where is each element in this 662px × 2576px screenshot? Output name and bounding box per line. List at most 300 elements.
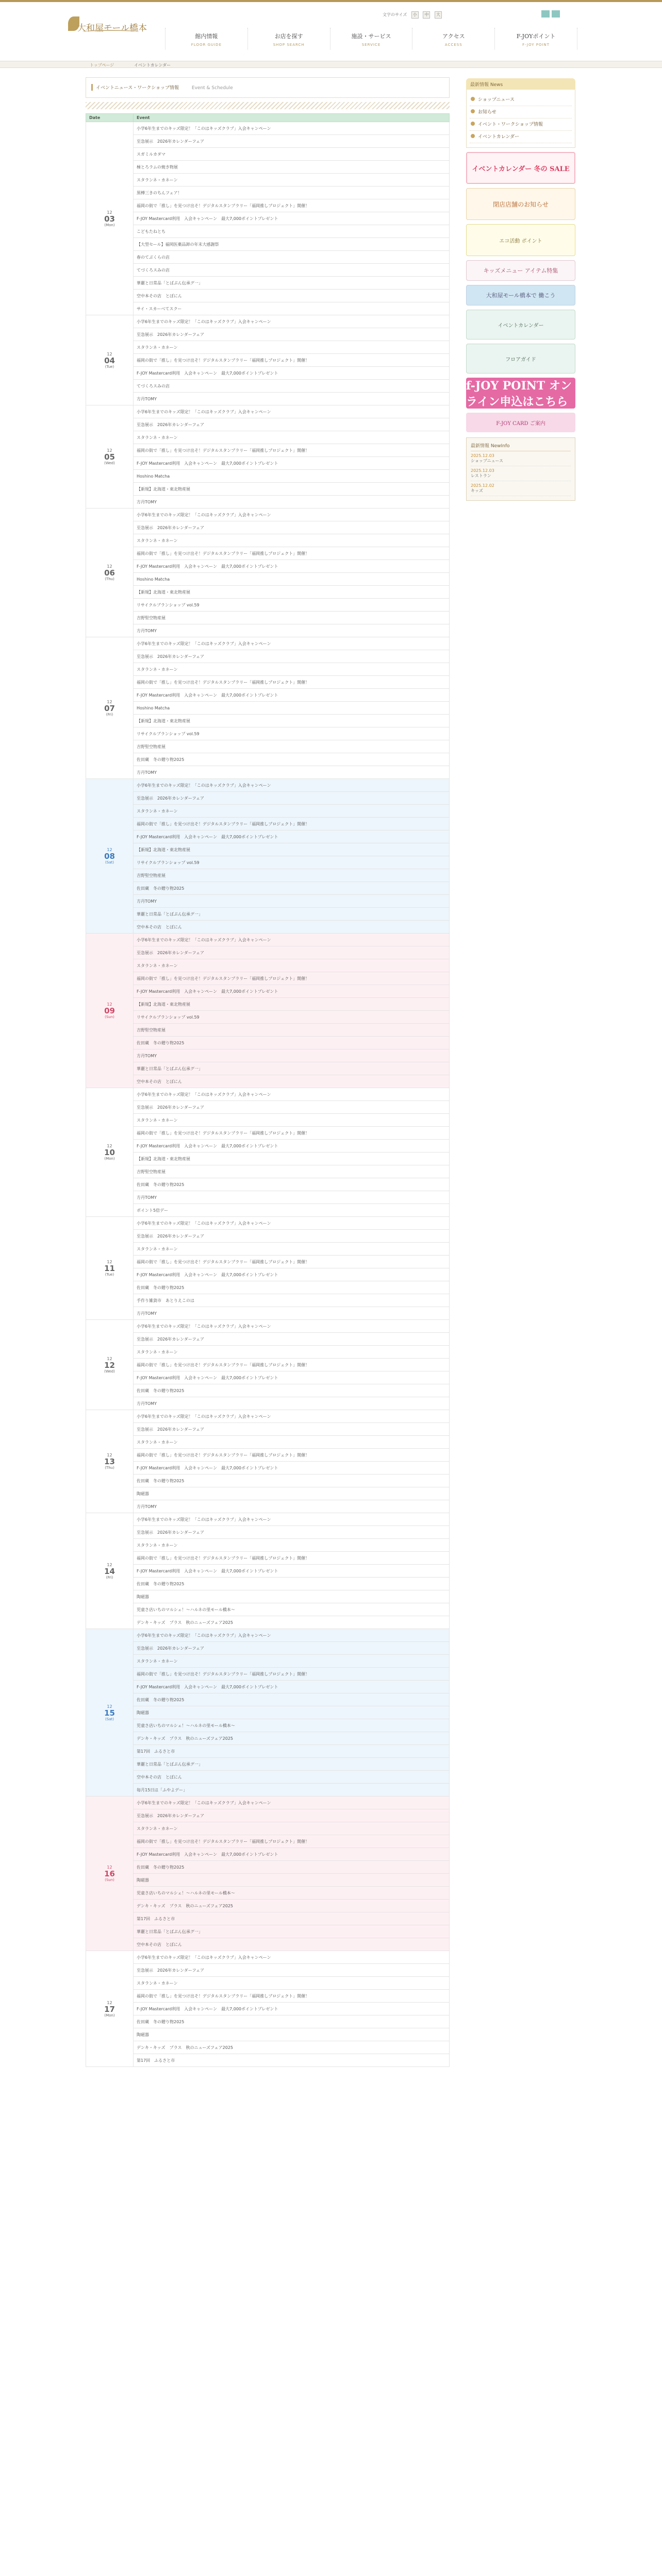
date-weekday: (Wed) [104, 1369, 115, 1374]
event-link[interactable]: 福岡の街で「推し」を見つけ出そ！デジタルスタンプラリー「福岡推しプロジェクト」開催！ [137, 1555, 310, 1561]
event-link[interactable]: 福岡の街で「推し」を見つけ出そ！デジタルスタンプラリー「福岡推しプロジェクト」開催！ [137, 1259, 310, 1264]
event-link[interactable]: F-JOY Mastercard利用 入会キャンペーン 最大7,000ポイントプレゼント [137, 2006, 278, 2011]
event-link[interactable]: 吉野堅空物産展 [137, 1027, 166, 1032]
event-link[interactable]: 佐田蔵 冬の贈り物2025 [137, 1581, 185, 1586]
table-row [86, 972, 450, 985]
date-month: 12 [107, 2000, 112, 2005]
event-cell [134, 1861, 450, 1874]
event-cell [134, 354, 450, 367]
table-row [86, 1603, 450, 1616]
table-row [86, 1616, 450, 1629]
date-month: 12 [107, 1704, 112, 1709]
event-link[interactable]: F-JOY Mastercard利用 入会キャンペーン 最大7,000ポイントプレゼント [137, 216, 278, 221]
global-nav [165, 28, 577, 49]
event-link[interactable]: 佐田蔵 冬の贈り物2025 [137, 1697, 185, 1702]
event-cell [134, 1037, 450, 1049]
event-link[interactable]: 華麗と日常品「とばぷん伝承グ一」 [137, 911, 203, 917]
event-cell [134, 444, 450, 457]
date-weekday: (Wed) [104, 461, 115, 465]
event-cell [134, 831, 450, 843]
event-link[interactable]: リサイクルブランショップ vol.59 [137, 860, 200, 865]
event-link[interactable]: 小学6年生までのキッズ限定！「このはキッズクラブ」入会キャンペーン [137, 1324, 271, 1329]
event-link[interactable]: 福岡の街で「推し」を見つけ出そ！デジタルスタンプラリー「福岡推しプロジェクト」開催！ [137, 448, 310, 453]
event-link[interactable]: 至急展示 2026年カレンダーフェア [137, 1646, 205, 1651]
event-link[interactable]: 福岡の街で「推し」を見つけ出そ！デジタルスタンプラリー「福岡推しプロジェクト」開催！ [137, 358, 310, 363]
event-link[interactable]: 小学6年生までのキッズ限定！「このはキッズクラブ」入会キャンペーン [137, 512, 271, 517]
banner-winter-sale[interactable]: イベントカレンダー 冬の SALE [466, 152, 575, 184]
event-link[interactable]: デンキ・キッズ プラス 秋のニューズフェア2025 [137, 1903, 233, 1908]
event-link[interactable]: 方丹TOMY [137, 1195, 157, 1200]
event-cell [134, 1578, 450, 1590]
event-link[interactable]: スタランネ・カネーン [137, 808, 178, 814]
event-cell [134, 702, 450, 715]
event-link[interactable]: 児童さ店いちのマルシェ！〜ハルネの里モール橋本〜 [137, 1607, 235, 1612]
event-link[interactable]: こどもたねとち [137, 229, 166, 234]
event-link[interactable]: 【新規】北海道・東北物産展 [137, 486, 190, 492]
event-link[interactable]: 方丹TOMY [137, 1053, 157, 1058]
event-link[interactable]: スタランネ・カネーン [137, 1349, 178, 1354]
event-link[interactable]: 小学6年生までのキッズ限定！「このはキッズクラブ」入会キャンペーン [137, 1092, 271, 1097]
event-link[interactable]: 華麗と日常品「とばぷん伝承グ一」 [137, 280, 203, 285]
event-link[interactable]: 方丹TOMY [137, 628, 157, 633]
event-link[interactable]: スタランネ・カネーン [137, 963, 178, 968]
date-day: 04 [104, 355, 115, 365]
event-link[interactable]: 小学6年生までのキッズ限定！「このはキッズクラブ」入会キャンペーン [137, 641, 271, 646]
event-cell [134, 637, 450, 650]
table-row [86, 1565, 450, 1578]
event-link[interactable]: F-JOY Mastercard利用 入会キャンペーン 最大7,000ポイントプレゼント [137, 461, 278, 466]
table-row [86, 1784, 450, 1797]
table-row [86, 1668, 450, 1681]
date-weekday: (Mon) [104, 2013, 115, 2018]
event-link[interactable]: F-JOY Mastercard利用 入会キャンペーン 最大7,000ポイントプレゼント [137, 834, 278, 839]
font-size-switcher [383, 11, 442, 19]
event-link[interactable]: 陶磁器 [137, 1710, 149, 1715]
event-link[interactable]: スタランネ・カネーン [137, 177, 178, 182]
event-link[interactable]: 方丹TOMY [137, 499, 157, 504]
event-cell [134, 135, 450, 148]
table-row [86, 264, 450, 277]
event-cell [134, 199, 450, 212]
event-link[interactable]: サイ・スカーべてスクー [137, 306, 182, 311]
event-link[interactable]: 至急展示 2026年カレンダーフェア [137, 1968, 205, 1973]
event-link[interactable]: スタランネ・カネーン [137, 1826, 178, 1831]
table-row [86, 856, 450, 869]
table-row [86, 1848, 450, 1861]
event-link[interactable]: 至急展示 2026年カレンダーフェア [137, 525, 205, 530]
event-cell [134, 1681, 450, 1693]
search-icon[interactable] [541, 10, 550, 18]
event-cell [134, 1668, 450, 1681]
event-cell [134, 1693, 450, 1706]
event-link[interactable]: F-JOY Mastercard利用 入会キャンペーン 最大7,000ポイントプレゼント [137, 1375, 278, 1380]
event-cell [134, 161, 450, 174]
tab-event-news[interactable]: イベントニュース・ワークショップ情報 [91, 84, 179, 91]
table-row [86, 496, 450, 509]
table-row [86, 2015, 450, 2028]
event-link[interactable]: 至急展示 2026年カレンダーフェア [137, 654, 205, 659]
event-link[interactable]: デンキ・キッズ プラス 秋のニューズフェア2025 [137, 1736, 233, 1741]
table-row [86, 1423, 450, 1436]
banner-fjoy-card[interactable]: F-JOY CARD ご案内 [466, 413, 575, 432]
event-cell [134, 1565, 450, 1578]
nav-service[interactable] [330, 28, 412, 49]
event-link[interactable]: 佐田蔵 冬の贈り物2025 [137, 2019, 185, 2024]
event-cell [134, 1603, 450, 1616]
event-link[interactable]: F-JOY Mastercard利用 入会キャンペーン 最大7,000ポイントプレゼント [137, 1143, 278, 1148]
event-cell [134, 405, 450, 418]
font-size-small-button[interactable]: 小 [411, 11, 419, 19]
event-link[interactable]: 福岡の街で「推し」を見つけ出そ！デジタルスタンプラリー「福岡推しプロジェクト」開催！ [137, 551, 310, 556]
event-cell [134, 341, 450, 354]
sidebar-links [466, 90, 575, 148]
table-row [86, 2041, 450, 2054]
nav-label: F-JOYポイント [516, 33, 556, 40]
table-row [86, 1178, 450, 1191]
event-link[interactable]: 黒樺三きのちんフェア！ [137, 190, 182, 195]
latest-info-item[interactable] [471, 451, 571, 466]
event-cell [134, 1500, 450, 1513]
event-cell [134, 1848, 450, 1861]
event-link[interactable]: F-JOY Mastercard利用 入会キャンペーン 最大7,000ポイントプレゼント [137, 692, 278, 698]
event-link[interactable]: F-JOY Mastercard利用 入会キャンペーン 最大7,000ポイントプレゼント [137, 1852, 278, 1857]
event-link[interactable]: 佐田蔵 冬の贈り物2025 [137, 1182, 185, 1187]
nav-fjoy-point[interactable] [494, 28, 577, 49]
table-row [86, 586, 450, 599]
breadcrumb-home-link[interactable]: トップページ [90, 63, 114, 67]
event-link[interactable]: 手作り雑貨市 あとりえこのは [137, 1298, 194, 1303]
event-link[interactable]: 小学6年生までのキッズ限定！「このはキッズクラブ」入会キャンペーン [137, 1800, 271, 1805]
event-link[interactable]: 【新規】北海道・東北物産展 [137, 718, 190, 723]
event-link[interactable]: デンキ・キッズ プラス 秋のニューズフェア2025 [137, 1620, 233, 1625]
event-link[interactable]: 【大型セール】福岡医薬品卸の年末大感謝祭 [137, 242, 219, 247]
banner-event-calendar[interactable]: イベントカレンダー [466, 310, 575, 340]
event-link[interactable]: 佐田蔵 冬の贈り物2025 [137, 1285, 185, 1290]
event-link[interactable]: 至急展示 2026年カレンダーフェア [137, 1105, 205, 1110]
date-cell [86, 405, 134, 509]
latest-info-item[interactable] [471, 481, 571, 496]
event-link[interactable]: 【新規】北海道・東北物産展 [137, 1002, 190, 1007]
table-row [86, 1655, 450, 1668]
event-link[interactable]: 至急展示 2026年カレンダーフェア [137, 1233, 205, 1239]
event-link[interactable]: F-JOY Mastercard利用 入会キャンペーン 最大7,000ポイントプレゼント [137, 1684, 278, 1689]
event-cell [134, 1513, 450, 1526]
date-weekday: (Mon) [104, 1157, 115, 1161]
event-cell [134, 1925, 450, 1938]
table-row [86, 702, 450, 715]
event-link[interactable]: ポイント5倍デー [137, 1208, 169, 1213]
event-link[interactable]: スタランネ・カネーン [137, 1439, 178, 1445]
event-link[interactable]: 華麗と日常品「とばぷん伝承グ一」 [137, 1761, 203, 1767]
event-link[interactable]: 福岡の街で「推し」を見つけ出そ！デジタルスタンプラリー「福岡推しプロジェクト」開催！ [137, 1362, 310, 1367]
table-row [86, 882, 450, 895]
event-link[interactable]: 小学6年生までのキッズ限定！「このはキッズクラブ」入会キャンペーン [137, 1221, 271, 1226]
nav-access[interactable] [412, 28, 494, 49]
event-link[interactable]: 福岡の街で「推し」を見つけ出そ！デジタルスタンプラリー「福岡推しプロジェクト」開催！ [137, 1130, 310, 1136]
event-link[interactable]: 第17回 ふるさと市 [137, 1916, 175, 1921]
event-link[interactable]: 空中本その店 とぼにん [137, 924, 182, 929]
event-link[interactable]: スタランネ・カネーン [137, 667, 178, 672]
event-link[interactable]: 空中本その店 とぼにん [137, 1774, 182, 1780]
table-row [86, 1732, 450, 1745]
event-link[interactable]: 陶磁器 [137, 1491, 149, 1496]
event-link[interactable]: スガミルカダマ [137, 151, 166, 157]
event-link[interactable]: 方丹TOMY [137, 1401, 157, 1406]
event-link[interactable]: 華麗と日常品「とばぷん伝承グ一」 [137, 1929, 203, 1934]
date-day: 16 [104, 1869, 115, 1878]
event-link[interactable]: 小学6年生までのキッズ限定！「このはキッズクラブ」入会キャンペーン [137, 319, 271, 324]
event-link[interactable]: F-JOY Mastercard利用 入会キャンペーン 最大7,000ポイントプレゼント [137, 989, 278, 994]
table-row [86, 1693, 450, 1706]
date-day: 06 [104, 568, 115, 578]
nav-floor-guide[interactable] [165, 28, 247, 49]
event-cell [134, 869, 450, 882]
event-link[interactable]: 佐田蔵 冬の贈り物2025 [137, 757, 185, 762]
table-row [86, 1706, 450, 1719]
event-link[interactable]: スタランネ・カネーン [137, 1543, 178, 1548]
event-link[interactable]: 佐田蔵 冬の贈り物2025 [137, 1388, 185, 1393]
event-cell [134, 1951, 450, 1964]
event-link[interactable]: てづくろスみの店 [137, 383, 170, 388]
event-link[interactable]: 至急展示 2026年カレンダーフェア [137, 795, 205, 801]
event-cell [134, 1771, 450, 1784]
banner-store-closing[interactable]: 閉店店舗のお知らせ [466, 188, 575, 220]
event-link[interactable]: 小学6年生までのキッズ限定！「このはキッズクラブ」入会キャンペーン [137, 1414, 271, 1419]
table-row [86, 509, 450, 521]
event-link[interactable]: 佐田蔵 冬の贈り物2025 [137, 1865, 185, 1870]
event-link[interactable]: 福岡の街で「推し」を見つけ出そ！デジタルスタンプラリー「福岡推しプロジェクト」開催！ [137, 976, 310, 981]
event-link[interactable]: スタランネ・カネーン [137, 1246, 178, 1251]
latest-info-item[interactable] [471, 466, 571, 481]
nav-sublabel: FLOOR GUIDE [191, 43, 222, 47]
event-link[interactable]: 小学6年生までのキッズ限定！「このはキッズクラブ」入会キャンペーン [137, 783, 271, 788]
sitemap-icon[interactable] [552, 10, 560, 18]
event-cell [134, 612, 450, 624]
event-link[interactable]: 小学6年生までのキッズ限定！「このはキッズクラブ」入会キャンペーン [137, 1517, 271, 1522]
event-link[interactable]: スタランネ・カネーン [137, 435, 178, 440]
table-row [86, 1294, 450, 1307]
event-link[interactable]: 【新規】北海道・東北物産展 [137, 589, 190, 595]
date-cell [86, 1088, 134, 1217]
event-link[interactable]: 空中本その店 とぼにん [137, 1942, 182, 1947]
font-size-label: 文字のサイズ [383, 12, 407, 17]
event-link[interactable]: 至急展示 2026年カレンダーフェア [137, 139, 205, 144]
event-link[interactable]: 陶磁器 [137, 1877, 149, 1883]
event-link[interactable]: 毎月15日は「ふやよデー」 [137, 1787, 188, 1792]
event-link[interactable]: 陶磁器 [137, 2032, 149, 2037]
nav-shop-search[interactable] [247, 28, 330, 49]
latest-info-text: ショップニュース [471, 459, 504, 463]
event-link[interactable]: 至急展示 2026年カレンダーフェア [137, 1427, 205, 1432]
event-link[interactable]: 小学6年生までのキッズ限定！「このはキッズクラブ」入会キャンペーン [137, 409, 271, 414]
event-link[interactable]: 方丹TOMY [137, 899, 157, 904]
event-link[interactable]: 福岡の街で「推し」を見つけ出そ！デジタルスタンプラリー「福岡推しプロジェクト」開催！ [137, 680, 310, 685]
event-link[interactable]: 小学6年生までのキッズ限定！「このはキッズクラブ」入会キャンペーン [137, 1633, 271, 1638]
event-link[interactable]: リサイクルブランショップ vol.59 [137, 602, 200, 607]
event-link[interactable]: 陶磁器 [137, 1594, 149, 1599]
event-link[interactable]: スタランネ・カネーン [137, 345, 178, 350]
table-row [86, 1513, 450, 1526]
date-weekday: (Sat) [105, 860, 114, 865]
event-link[interactable]: F-JOY Mastercard利用 入会キャンペーン 最大7,000ポイントプレゼント [137, 1272, 278, 1277]
table-row [86, 1990, 450, 2003]
event-link[interactable]: 方丹TOMY [137, 770, 157, 775]
event-link[interactable]: 福岡の街で「推し」を見つけ出そ！デジタルスタンプラリー「福岡推しプロジェクト」開催！ [137, 1839, 310, 1844]
event-link[interactable]: スタランネ・カネーン [137, 1117, 178, 1123]
event-cell [134, 1127, 450, 1140]
event-cell [134, 1809, 450, 1822]
event-link[interactable]: 吉野堅空物産展 [137, 744, 166, 749]
date-day: 11 [104, 1264, 115, 1273]
table-row [86, 1578, 450, 1590]
table-row [86, 1874, 450, 1887]
sidebar-link-event-calendar[interactable]: イベントカレンダー [470, 131, 572, 143]
table-row [86, 573, 450, 586]
event-cell [134, 496, 450, 509]
table-row [86, 444, 450, 457]
event-link[interactable]: 児童さ店いちのマルシェ！〜ハルネの里モール橋本〜 [137, 1890, 235, 1895]
event-link[interactable]: F-JOY Mastercard利用 入会キャンペーン 最大7,000ポイントプレゼント [137, 370, 278, 376]
event-link[interactable]: 福岡の街で「推し」を見つけ出そ！デジタルスタンプラリー「福岡推しプロジェクト」開催！ [137, 1671, 310, 1676]
nav-sublabel: SERVICE [361, 43, 381, 47]
event-link[interactable]: 【新規】北海道・東北物産展 [137, 847, 190, 852]
event-link[interactable]: 方丹TOMY [137, 1311, 157, 1316]
date-cell [86, 1217, 134, 1320]
event-link[interactable]: スタランネ・カネーン [137, 538, 178, 543]
event-link[interactable]: 小学6年生までのキッズ限定！「このはキッズクラブ」入会キャンペーン [137, 126, 271, 131]
event-link[interactable]: 吉野堅空物産展 [137, 615, 166, 620]
date-month: 12 [107, 699, 112, 704]
banner-recruit[interactable]: 大和屋モール橋本で 働こう [466, 285, 575, 306]
event-link[interactable]: 至急展示 2026年カレンダーフェア [137, 1813, 205, 1818]
table-row [86, 676, 450, 689]
event-cell [134, 972, 450, 985]
breadcrumb-current: イベントカレンダー [134, 63, 171, 67]
table-row [86, 547, 450, 560]
event-link[interactable]: Hoshino Matcha [137, 473, 170, 479]
latest-info-date: 2025.12.03 [471, 468, 494, 473]
table-row [86, 1925, 450, 1938]
date-cell [86, 315, 134, 405]
table-row [86, 818, 450, 831]
date-month: 12 [107, 1562, 112, 1567]
event-link[interactable]: 至急展示 2026年カレンダーフェア [137, 950, 205, 955]
table-row [86, 380, 450, 393]
event-link[interactable]: てづくろスみの店 [137, 267, 170, 273]
table-row [86, 792, 450, 805]
event-link[interactable]: スタランネ・カネーン [137, 1658, 178, 1664]
sidebar-link-event-workshop[interactable]: イベント・ワークショップ情報 [470, 118, 572, 131]
event-link[interactable]: Hoshino Matcha [137, 577, 170, 582]
event-cell [134, 1874, 450, 1887]
event-link[interactable]: F-JOY Mastercard利用 入会キャンペーン 最大7,000ポイントプレゼント [137, 1568, 278, 1573]
table-row [86, 405, 450, 418]
event-link[interactable]: デンキ・キッズ プラス 秋のニューズフェア2025 [137, 2045, 233, 2050]
table-row [86, 1088, 450, 1101]
event-link[interactable]: F-JOY Mastercard利用 入会キャンペーン 最大7,000ポイントプレゼント [137, 1465, 278, 1470]
table-row [86, 1140, 450, 1153]
event-link[interactable]: 華麗と日常品「とばぷん伝承グ一」 [137, 1066, 203, 1071]
event-link[interactable]: 吉野堅空物産展 [137, 873, 166, 878]
event-link[interactable]: 極とろラムの焼き物展 [137, 164, 178, 170]
event-calendar-table [86, 113, 450, 2067]
event-link[interactable]: リサイクルブランショップ vol.59 [137, 731, 200, 736]
event-link[interactable]: リサイクルブランショップ vol.59 [137, 1014, 200, 1020]
event-link[interactable]: 空中本その店 とぼにん [137, 1079, 182, 1084]
event-link[interactable]: 佐田蔵 冬の贈り物2025 [137, 1478, 185, 1483]
event-cell [134, 1758, 450, 1771]
table-row [86, 225, 450, 238]
sidebar-link-shop-news[interactable]: ショップニュース [470, 94, 572, 106]
table-row [86, 689, 450, 702]
event-link[interactable]: 福岡の街で「推し」を見つけ出そ！デジタルスタンプラリー「福岡推しプロジェクト」開催！ [137, 203, 310, 208]
nav-label: 館内情報 [195, 33, 218, 40]
event-link[interactable]: 【新規】北海道・東北物産展 [137, 1156, 190, 1161]
main-content [86, 77, 450, 2067]
banner-kids-menu[interactable]: キッズメニュー アイテム特集 [466, 260, 575, 281]
event-link[interactable]: Hoshino Matcha [137, 705, 170, 710]
table-row [86, 1307, 450, 1320]
event-link[interactable]: 児童さ店いちのマルシェ！〜ハルネの里モール橋本〜 [137, 1723, 235, 1728]
event-cell [134, 2028, 450, 2041]
event-cell [134, 1462, 450, 1475]
event-cell [134, 895, 450, 908]
event-cell [134, 856, 450, 869]
table-row [86, 521, 450, 534]
banner-floor-guide[interactable]: フロアガイド [466, 344, 575, 374]
event-link[interactable]: 福岡の街で「推し」を見つけ出そ！デジタルスタンプラリー「福岡推しプロジェクト」開催！ [137, 1993, 310, 1998]
event-link[interactable]: 佐田蔵 冬の贈り物2025 [137, 1040, 185, 1045]
event-link[interactable]: 福岡の街で「推し」を見つけ出そ！デジタルスタンプラリー「福岡推しプロジェクト」開催！ [137, 821, 310, 826]
event-link[interactable]: 第17回 ふるさと市 [137, 1749, 175, 1754]
event-link[interactable]: 至急展示 2026年カレンダーフェア [137, 422, 205, 427]
font-size-medium-button[interactable]: 中 [423, 11, 430, 19]
site-logo[interactable]: 大和屋モール橋本 [77, 23, 147, 33]
event-cell [134, 367, 450, 380]
event-link[interactable]: スタランネ・カネーン [137, 1980, 178, 1986]
table-row [86, 1938, 450, 1951]
banner-eco-points[interactable]: エコ活動 ポイント [466, 224, 575, 256]
event-link[interactable]: 小学6年生までのキッズ限定！「このはキッズクラブ」入会キャンペーン [137, 937, 271, 942]
event-cell [134, 187, 450, 199]
event-link[interactable]: 空中本その店 とぼにん [137, 293, 182, 298]
event-link[interactable]: 方丹TOMY [137, 1504, 157, 1509]
event-link[interactable]: 福岡の街で「推し」を見つけ出そ！デジタルスタンプラリー「福岡推しプロジェクト」開催！ [137, 1452, 310, 1458]
table-row [86, 959, 450, 972]
event-link[interactable]: 佐田蔵 冬の贈り物2025 [137, 886, 185, 891]
table-row [86, 1397, 450, 1410]
event-link[interactable]: 吉野堅空物産展 [137, 1169, 166, 1174]
sidebar-link-notice[interactable]: お知らせ [470, 106, 572, 118]
event-link[interactable]: 方丹TOMY [137, 396, 157, 401]
event-link[interactable]: F-JOY Mastercard利用 入会キャンペーン 最大7,000ポイントプレゼント [137, 564, 278, 569]
event-cell [134, 934, 450, 946]
table-row [86, 1371, 450, 1384]
event-link[interactable]: 小学6年生までのキッズ限定！「このはキッズクラブ」入会キャンペーン [137, 1955, 271, 1960]
table-row [86, 624, 450, 637]
tab-event-schedule[interactable]: Event & Schedule [191, 86, 233, 91]
date-cell [86, 779, 134, 934]
font-size-large-button[interactable]: 大 [435, 11, 442, 19]
event-link[interactable]: 至急展示 2026年カレンダーフェア [137, 1530, 205, 1535]
event-link[interactable]: 春のてぶくらの店 [137, 255, 170, 260]
event-cell [134, 457, 450, 470]
event-link[interactable]: 第17回 ふるさと市 [137, 2058, 175, 2063]
event-link[interactable]: 至急展示 2026年カレンダーフェア [137, 332, 205, 337]
table-row [86, 315, 450, 328]
event-link[interactable]: 至急展示 2026年カレンダーフェア [137, 1336, 205, 1342]
banner-fjoy-online[interactable]: f-JOY POINT オンライン申込はこちら [466, 378, 575, 409]
